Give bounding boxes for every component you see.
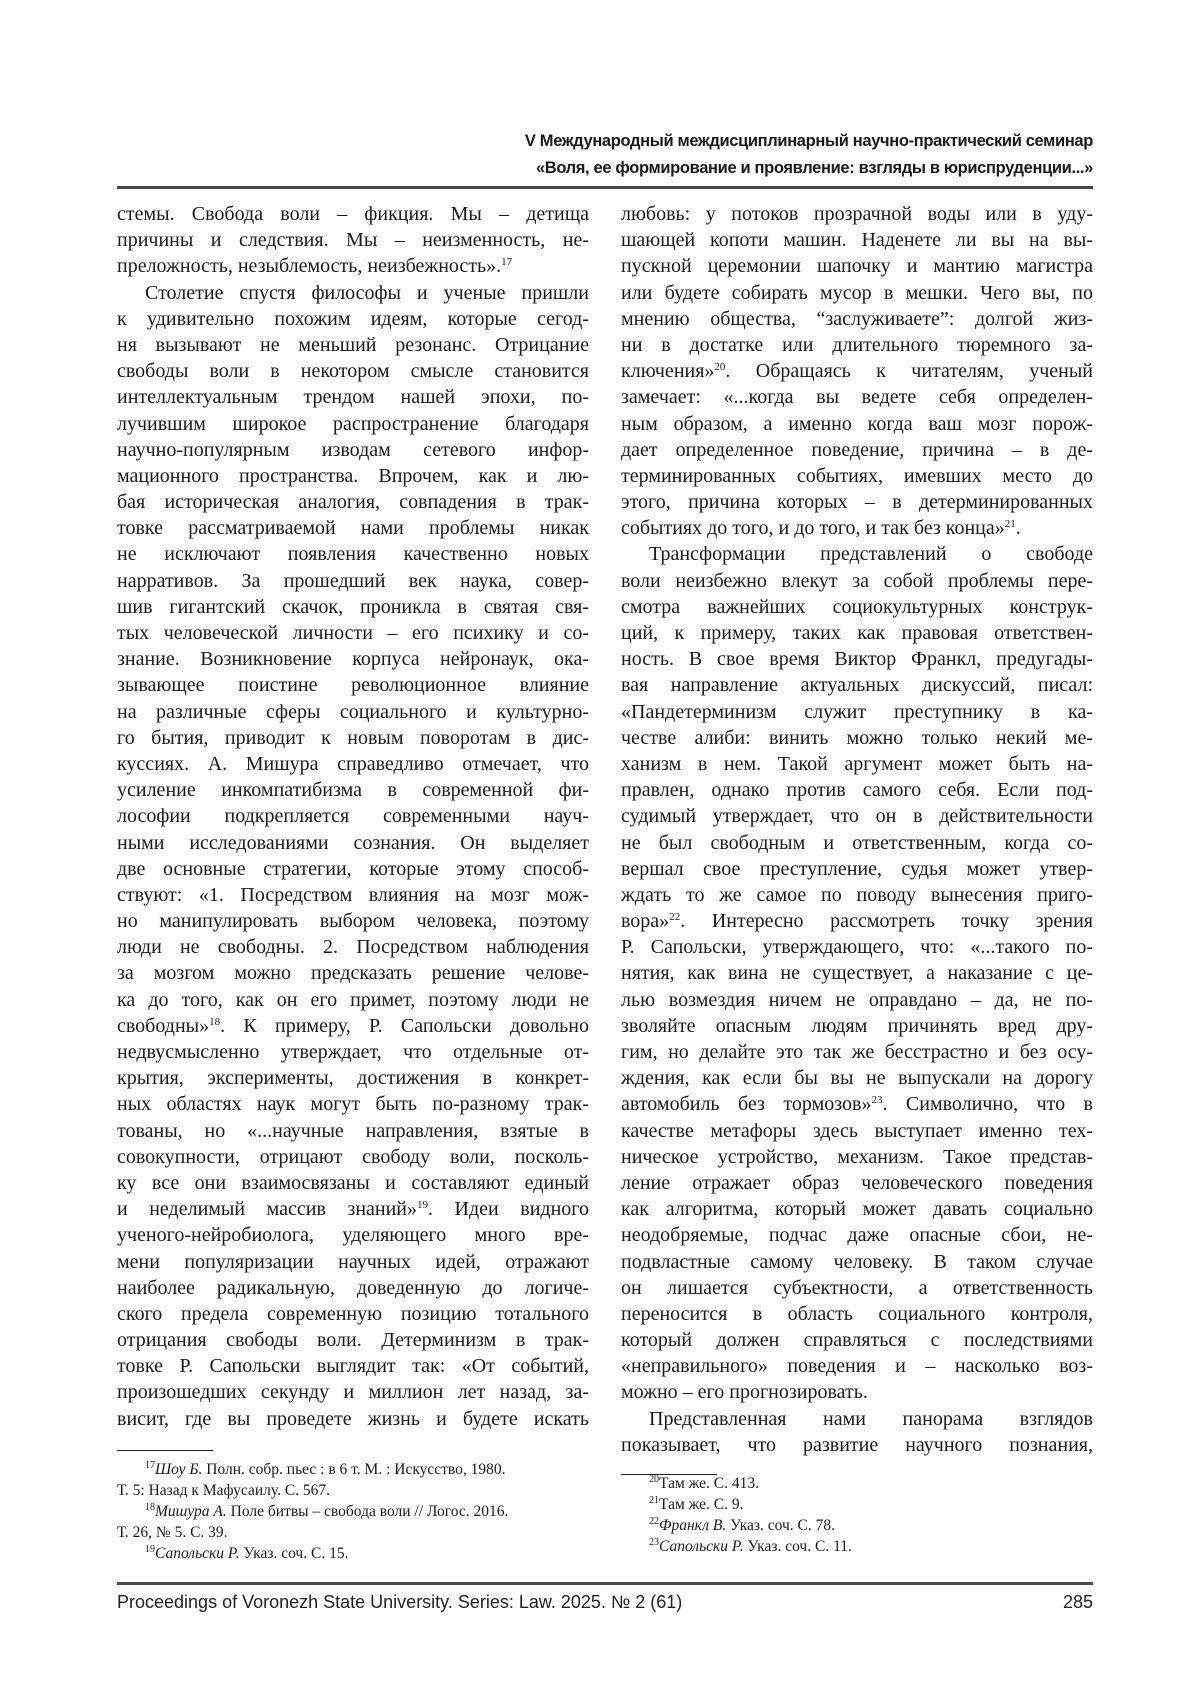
line-text: показывает, что развитие научного познания,: [621, 1434, 1093, 1456]
text-line: [117, 1301, 589, 1327]
text-line: [117, 384, 589, 410]
footnote-ref: 23: [871, 1094, 882, 1106]
text-line: [621, 1170, 1093, 1196]
line-text: «неправильного» поведения и – насколько воз-: [621, 1355, 1093, 1377]
line-text: но манипулировать выбором человека, поэтому: [117, 910, 589, 932]
line-text: мационного пространства. Впрочем, как и лю-: [117, 465, 589, 487]
text-line: [117, 594, 589, 620]
text-line: [117, 463, 589, 489]
footnotes-right: [621, 1473, 1093, 1557]
text-line: [621, 646, 1093, 672]
footnote-ref: 22: [669, 911, 680, 923]
footnote-author: Шоу Б.: [155, 1461, 202, 1478]
line-text: . Обращаясь к читателям, ученый: [725, 360, 1093, 382]
footnote-text: Поле битвы – свобода воли // Логос. 2016.: [227, 1503, 509, 1520]
text-line: [621, 699, 1093, 725]
footnote-line: [117, 1543, 589, 1564]
running-header-title: «Воля, ее формирование и проявление: взгляды в юриспруденции...»: [536, 159, 1093, 178]
text-line: [621, 1353, 1093, 1379]
line-text: мени популяризации научных идей, отражают: [117, 1251, 589, 1273]
text-line: [117, 934, 589, 960]
text-line: [621, 411, 1093, 437]
text-line: [117, 725, 589, 751]
text-line: [117, 1170, 589, 1196]
footnote-author: Мишура А.: [155, 1503, 227, 1520]
text-line: [117, 646, 589, 672]
text-line: [117, 568, 589, 594]
text-line: [117, 1222, 589, 1248]
footnote-author: Франкл В.: [659, 1517, 726, 1534]
footnote-text: Указ. соч. С. 78.: [726, 1517, 835, 1534]
text-line: [621, 358, 1093, 384]
text-line: [117, 672, 589, 698]
line-text: тых человеческой личности – его психику и со-: [117, 622, 589, 644]
footnote-ref: 19: [417, 1199, 428, 1211]
footnote-number: 17: [145, 1460, 155, 1471]
text-line: [621, 1249, 1093, 1275]
text-line: [117, 280, 589, 306]
text-line: [621, 489, 1093, 515]
text-line: [621, 515, 1093, 541]
text-line: [621, 1301, 1093, 1327]
line-text: научно-популярным изводам сетевого инфор-: [117, 439, 589, 461]
line-text: этого, причина которых – в детерминированных: [621, 491, 1093, 513]
body-column-right: [621, 201, 1093, 1458]
line-text: ка до того, как он его примет, поэтому люди не: [117, 989, 589, 1011]
text-line: [621, 987, 1093, 1013]
text-line: [621, 1432, 1093, 1458]
line-text: ническое устройство, механизм. Такое представ-: [621, 1146, 1093, 1168]
line-text: произошедших секунду и миллион лет назад, за-: [117, 1381, 589, 1403]
text-line: [621, 568, 1093, 594]
line-text: ку все они взаимосвязаны и составляют единый: [117, 1172, 589, 1194]
line-text: событиях до того, и до того, и так без конца»: [621, 517, 1005, 539]
text-line: [117, 856, 589, 882]
text-line: [117, 1118, 589, 1144]
line-text: усиление инкомпатибизма в современной фи-: [117, 779, 589, 801]
text-line: [621, 1222, 1093, 1248]
line-text: бая историческая аналогия, совпадения в трак-: [117, 491, 589, 513]
line-text: причины и следствия. Мы – неизменность, не-: [117, 229, 589, 251]
line-text: лью возмездия ничем не оправдано – да, не по-: [621, 989, 1093, 1011]
text-line: [621, 437, 1093, 463]
footnote-line: [117, 1501, 589, 1522]
line-text: люди не свободны. 2. Посредством наблюдения: [117, 936, 589, 958]
text-line: [117, 1065, 589, 1091]
line-text: за мозгом можно предсказать решение челове-: [117, 962, 589, 984]
text-line: [117, 803, 589, 829]
text-line: [117, 227, 589, 253]
line-text: преложность, незыблемость, неизбежность».: [117, 255, 501, 277]
text-line: [621, 253, 1093, 279]
footnote-number: 19: [145, 1544, 155, 1555]
text-line: [117, 987, 589, 1013]
text-line: [621, 332, 1093, 358]
line-text: ни в достатке или длительного тюремного за-: [621, 334, 1093, 356]
line-text: ствуют: «1. Посредством влияния на мозг мож-: [117, 884, 589, 906]
line-text: судимый утверждает, что он в действительности: [621, 805, 1093, 827]
line-text: он лишается субъектности, а ответственность: [621, 1277, 1093, 1299]
line-text: . Интересно рассмотреть точку зрения: [680, 910, 1093, 932]
text-line: [117, 1144, 589, 1170]
text-line: [621, 1196, 1093, 1222]
line-text: свободны»: [117, 1015, 209, 1037]
text-line: [621, 672, 1093, 698]
text-line: [621, 1379, 1093, 1405]
line-text: висит, где вы проведете жизнь и будете искать: [117, 1408, 589, 1430]
text-line: [117, 1406, 589, 1432]
line-text: тованы, но «...научные направления, взятые в: [117, 1120, 589, 1142]
line-text: который должен справляться с последствиями: [621, 1329, 1093, 1351]
line-text: . Идеи видного: [428, 1198, 589, 1220]
line-text: ность. В свое время Виктор Франкл, предугады-: [621, 648, 1093, 670]
line-text: знание. Возникновение корпуса нейронаук, ока-: [117, 648, 589, 670]
footnote-number: 21: [649, 1495, 659, 1506]
line-text: товке Р. Сапольски выглядит так: «От событий,: [117, 1355, 589, 1377]
footnote-number: 23: [649, 1537, 659, 1548]
text-line: [621, 1013, 1093, 1039]
text-line: [621, 280, 1093, 306]
text-line: [621, 725, 1093, 751]
line-text: свободы воли в некотором смысле становится: [117, 360, 589, 382]
line-text: .: [1016, 517, 1021, 539]
line-text: Столетие спустя философы и ученые пришли: [145, 282, 589, 304]
line-text: наиболее радикальную, доведенную до логиче-: [117, 1277, 589, 1299]
line-text: можно – его прогнозировать.: [621, 1381, 868, 1403]
footnote-line: [117, 1522, 589, 1543]
line-text: ханизм в нем. Такой аргумент может быть на-: [621, 753, 1093, 775]
text-line: [117, 1249, 589, 1275]
text-line: [117, 1353, 589, 1379]
line-text: ление отражает образ человеческого поведения: [621, 1172, 1093, 1194]
text-line: [117, 908, 589, 934]
line-text: гим, но делайте это так же бесстрастно и без осу-: [621, 1041, 1093, 1063]
line-text: ных областях наук могут быть по-разному трак-: [117, 1093, 589, 1115]
text-line: [117, 699, 589, 725]
line-text: куссиях. А. Мишура справедливо отмечает, что: [117, 753, 589, 775]
text-line: [117, 882, 589, 908]
line-text: автомобиль без тормозов»: [621, 1093, 871, 1115]
line-text: совокупности, отрицают свободу воли, посколь-: [117, 1146, 589, 1168]
page-number: 285: [1063, 1592, 1093, 1613]
footnote-text: Т. 5: Назад к Мафусаилу. С. 567.: [117, 1482, 330, 1499]
footer-rule: [117, 1582, 1093, 1585]
line-text: воли неизбежно влекут за собой проблемы пере-: [621, 570, 1093, 592]
line-text: ным образом, а именно когда ваш мозг порож-: [621, 413, 1093, 435]
footnote-line: [117, 1459, 589, 1480]
footnote-author: Сапольски Р.: [659, 1538, 744, 1555]
line-text: терминированных событиях, имевших место до: [621, 465, 1093, 487]
line-text: переносится в область социального контроля,: [621, 1303, 1093, 1325]
footnote-ref: 21: [1005, 518, 1016, 530]
line-text: недвусмысленно утверждает, что отдельные от-: [117, 1041, 589, 1063]
text-line: [117, 306, 589, 332]
line-text: лучившим широкое распространение благодаря: [117, 413, 589, 435]
line-text: две основные стратегии, которые этому способ-: [117, 858, 589, 880]
line-text: ключения»: [621, 360, 714, 382]
text-line: [621, 463, 1093, 489]
line-text: интеллектуальным трендом нашей эпохи, по-: [117, 386, 589, 408]
text-line: [621, 1091, 1093, 1117]
line-text: ными исследованиями сознания. Он выделяет: [117, 832, 589, 854]
line-text: качестве метафоры здесь выступает именно тех-: [621, 1120, 1093, 1142]
line-text: стемы. Свобода воли – фикция. Мы – детища: [117, 203, 589, 225]
footnote-text: Полн. собр. пьес : в 6 т. М. : Искусство, 1980.: [202, 1461, 505, 1478]
footnotes-left: [117, 1459, 589, 1564]
text-line: [621, 306, 1093, 332]
line-text: неодобряемые, подчас даже опасные сбои, не-: [621, 1224, 1093, 1246]
line-text: смотра важнейших социокультурных конструк-: [621, 596, 1093, 618]
line-text: ня вызывают не меньший резонанс. Отрицание: [117, 334, 589, 356]
header-rule: [117, 186, 1093, 189]
text-line: [117, 253, 589, 279]
line-text: вершал свое преступление, судья может утвер-: [621, 858, 1093, 880]
text-line: [621, 1118, 1093, 1144]
line-text: или будете собирать мусор в мешки. Чего вы, по: [621, 282, 1093, 304]
line-text: пускной церемонии шапочку и мантию магистра: [621, 255, 1093, 277]
text-line: [621, 1275, 1093, 1301]
line-text: и неделимый массив знаний»: [117, 1198, 417, 1220]
line-text: замечает: «...когда вы ведете себя определен-: [621, 386, 1093, 408]
text-line: [117, 830, 589, 856]
line-text: . К примеру, Р. Сапольски довольно: [220, 1015, 589, 1037]
text-line: [117, 541, 589, 567]
line-text: шив гигантский скачок, проникла в святая свя-: [117, 596, 589, 618]
text-line: [117, 1013, 589, 1039]
text-line: [621, 620, 1093, 646]
footnote-line: [117, 1480, 589, 1501]
text-line: [621, 803, 1093, 829]
journal-citation: Proceedings of Voronezh State University. Series: Law. 2025. № 2 (61): [117, 1592, 682, 1613]
footnote-separator-left: [117, 1450, 213, 1451]
text-line: [621, 934, 1093, 960]
text-line: [621, 856, 1093, 882]
line-text: нарративов. За прошедший век наука, совер-: [117, 570, 589, 592]
text-line: [621, 830, 1093, 856]
text-line: [117, 620, 589, 646]
footnote-ref: 18: [209, 1016, 220, 1028]
text-line: [621, 227, 1093, 253]
line-text: го бытия, приводит к новым поворотам в дис-: [117, 727, 589, 749]
footnote-text: Там же. С. 9.: [659, 1496, 744, 1513]
line-text: «Пандетерминизм служит преступнику в ка-: [621, 701, 1093, 723]
line-text: мнению общества, “заслуживаете”: долгой жиз-: [621, 308, 1093, 330]
line-text: товке рассматриваемой нами проблемы никак: [117, 517, 589, 539]
text-line: [621, 1327, 1093, 1353]
footnote-text: Указ. соч. С. 11.: [744, 1538, 852, 1555]
footnote-line: [621, 1494, 1093, 1515]
line-text: зволяйте опасным людям причинять вред дру-: [621, 1015, 1093, 1037]
footnote-number: 20: [649, 1474, 659, 1485]
line-text: ждения, как если бы вы не выпускали на дорогу: [621, 1067, 1093, 1089]
footnote-text: Там же. С. 413.: [659, 1475, 759, 1492]
footnote-number: 22: [649, 1516, 659, 1527]
line-text: . Символично, что в: [882, 1093, 1093, 1115]
footnote-ref: 17: [501, 256, 512, 268]
line-text: подвластные самому человеку. В таком случае: [621, 1251, 1093, 1273]
line-text: отрицания свободы воли. Детерминизм в трак-: [117, 1329, 589, 1351]
text-line: [621, 960, 1093, 986]
footnote-ref: 20: [714, 361, 725, 373]
text-line: [117, 1275, 589, 1301]
line-text: дает определенное поведение, причина – в де-: [621, 439, 1093, 461]
text-line: [117, 751, 589, 777]
footnote-author: Сапольски Р.: [155, 1545, 240, 1562]
text-line: [117, 960, 589, 986]
line-text: на различные сферы социального и культурно-: [117, 701, 589, 723]
line-text: лософии подкрепляется современными науч-: [117, 805, 589, 827]
text-line: [117, 777, 589, 803]
text-line: [621, 384, 1093, 410]
text-line: [621, 777, 1093, 803]
text-line: [117, 201, 589, 227]
line-text: не был свободным и ответственным, когда со-: [621, 832, 1093, 854]
line-text: шающей копоти машин. Наденете ли вы на вы-: [621, 229, 1093, 251]
text-line: [621, 882, 1093, 908]
footnote-number: 18: [145, 1502, 155, 1513]
text-line: [621, 1065, 1093, 1091]
text-line: [117, 437, 589, 463]
line-text: ждать то же самое по поводу вынесения приго-: [621, 884, 1093, 906]
line-text: любовь: у потоков прозрачной воды или в уду-: [621, 203, 1093, 225]
text-line: [117, 515, 589, 541]
text-line: [117, 1091, 589, 1117]
text-line: [117, 1327, 589, 1353]
footnote-line: [621, 1536, 1093, 1557]
line-text: правлен, однако против самого себя. Если под-: [621, 779, 1093, 801]
text-line: [117, 489, 589, 515]
text-line: [621, 908, 1093, 934]
text-line: [621, 1144, 1093, 1170]
line-text: ученого-нейробиолога, уделяющего много вре-: [117, 1224, 589, 1246]
running-header-seminar: V Международный междисциплинарный научно-практический семинар: [525, 132, 1093, 151]
text-line: [117, 332, 589, 358]
line-text: зывающее поистине революционное влияние: [117, 674, 589, 696]
line-text: к удивительно похожим идеям, которые сегод-: [117, 308, 589, 330]
text-line: [621, 541, 1093, 567]
line-text: крытия, эксперименты, достижения в конкрет-: [117, 1067, 589, 1089]
text-line: [621, 594, 1093, 620]
line-text: Трансформации представлений о свободе: [649, 543, 1093, 565]
footnote-line: [621, 1515, 1093, 1536]
footnote-line: [621, 1473, 1093, 1494]
line-text: как алгоритма, который может давать социально: [621, 1198, 1093, 1220]
text-line: [117, 1039, 589, 1065]
line-text: Р. Сапольски, утверждающего, что: «...такого по-: [621, 936, 1093, 958]
line-text: Представленная нами панорама взглядов: [649, 1408, 1093, 1430]
line-text: ций, к примеру, таких как правовая ответствен-: [621, 622, 1093, 644]
line-text: вора»: [621, 910, 669, 932]
text-line: [117, 1379, 589, 1405]
body-column-left: [117, 201, 589, 1432]
footnote-text: Т. 26, № 5. С. 39.: [117, 1524, 228, 1541]
text-line: [621, 1039, 1093, 1065]
text-line: [117, 358, 589, 384]
line-text: честве алиби: винить можно только некий ме-: [621, 727, 1093, 749]
line-text: не исключают появления качественно новых: [117, 543, 589, 565]
text-line: [621, 751, 1093, 777]
text-line: [621, 201, 1093, 227]
text-line: [621, 1406, 1093, 1432]
footnote-text: Указ. соч. С. 15.: [240, 1545, 349, 1562]
line-text: вая направление актуальных дискуссий, писал:: [621, 674, 1093, 696]
line-text: ского предела современную позицию тотального: [117, 1303, 589, 1325]
text-line: [117, 411, 589, 437]
line-text: нятия, как вина не существует, а наказание с це-: [621, 962, 1093, 984]
text-line: [117, 1196, 589, 1222]
